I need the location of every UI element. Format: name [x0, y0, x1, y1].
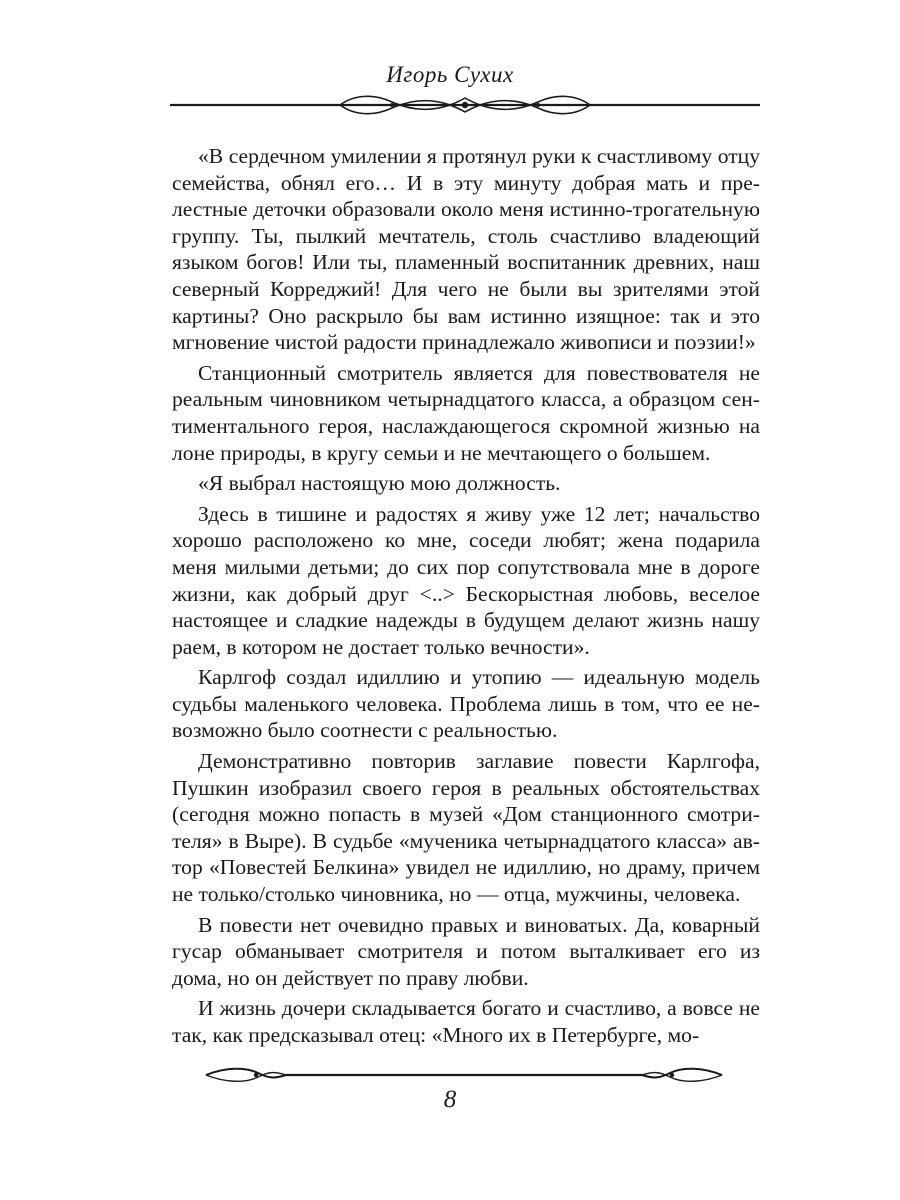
paragraph: Станционный смотритель является для повествователя не реальным чиновником четырнадцатого класса, а образцом сентиментального героя, наслаждающегося скромной жизнью на лоне природы, в кругу семьи и не мечтающего о большем.	[172, 360, 760, 465]
paragraph: «Я выбрал настоящую мою должность.	[198, 471, 561, 496]
page-number: 8	[443, 1086, 457, 1113]
header-ornament-icon	[170, 88, 760, 122]
paragraph: Здесь в тишине и радостях я живу уже 12 лет; начальство хорошо расположено ко мне, соседи любят; жена подарила меня милыми детьми; до сих пор сопутствовала мне в дороге жизни, как добрый друг <..> Бескорыстная любовь, веселое настоящее и сладкие надежды в будущем делают жизнь нашу раем, в котором не достает только вечности».	[172, 501, 760, 659]
paragraph: «В сердечном умилении я протянул руки к счастливому отцу семейства, обнял его… И в эту минуту добрая мать и прелестные деточки образовали около меня истинно-трогательную группу. Ты, пылкий мечтатель, столь счастливо владеющий языком богов! Или ты, пламенный воспитанник древних, наш северный Корреджий! Для чего не были вы зрителями этой картины? Оно раскрыло бы вам истинно изящное: так и это мгновение чистой радости принадлежало живописи и поэзии!»	[172, 144, 760, 355]
paragraph: В повести нет очевидно правых и виноватых. Да, коварный гусар обманывает смотрителя и потом выталкивает его из дома, но он действует по праву любви.	[172, 912, 760, 990]
paragraph: Карлгоф создал идиллию и утопию — идеальную модель судьбы маленького человека. Проблема лишь в том, что ее невозможно было соотнести с реальностью.	[172, 665, 760, 743]
paragraph: И жизнь дочери складывается богато и счастливо, а вовсе не так, как предсказывал отец: «Много их в Петербурге, мо-	[172, 996, 760, 1047]
main-text	[172, 143, 760, 1053]
running-header-author: Игорь Сухих	[386, 62, 514, 87]
paragraph: Демонстративно повторив заглавие повести Карлгофа, Пушкин изобразил своего героя в реальных обстоятельствах (сегодня можно попасть в музей «Дом станционного смотрителя» в Выре). В судьбе «мученика четырнадцатого класса» автор «Повестей Белкина» увидел не идиллию, но драму, причем не только/столько чиновника, но — отца, мужчины, человека.	[172, 749, 760, 907]
